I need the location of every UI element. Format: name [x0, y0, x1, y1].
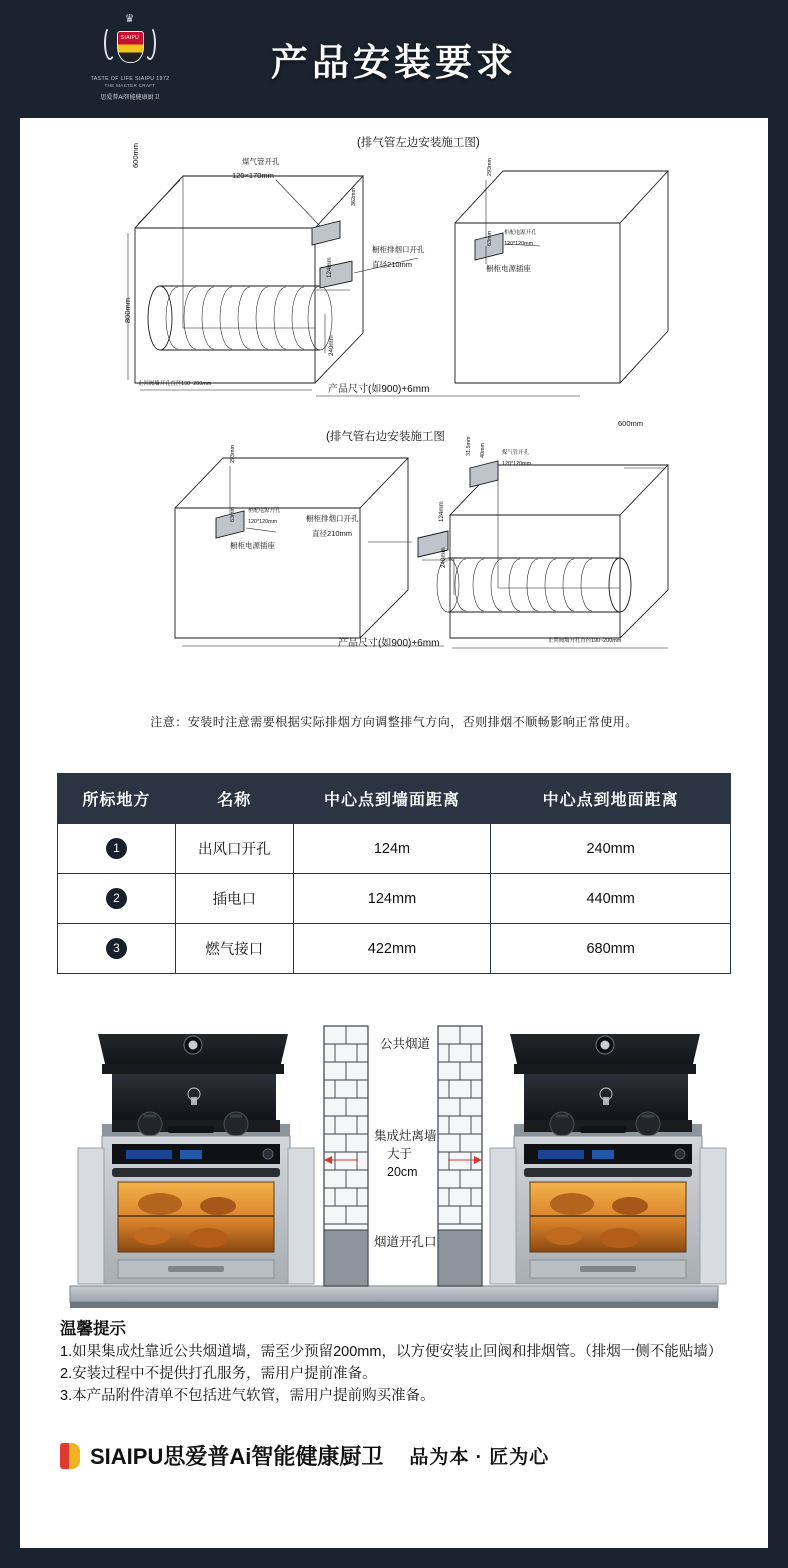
brand-mark-icon: [60, 1443, 80, 1469]
cell-name: 插电口: [175, 874, 293, 924]
cell-floor: 240mm: [491, 824, 731, 874]
label-gas-hole-title-right: 煤气管开孔: [502, 450, 529, 456]
cell-no: [58, 824, 176, 874]
table-row: [58, 874, 731, 924]
table-header-row: [58, 774, 731, 824]
label-gas-hole-dim-31-right: 31.5mm: [466, 436, 472, 456]
label-vent-title-right: 橱柜排烟口开孔: [306, 514, 359, 523]
cell-floor: 680mm: [491, 924, 731, 974]
cell-name: 燃气接口: [175, 924, 293, 974]
logo-tagline-cn: 思爱普Ai智能健康厨卫: [100, 95, 160, 101]
col-position: 所标地方: [58, 774, 176, 824]
label-socket-title-left: 柜配电源开孔: [504, 230, 537, 236]
label-product-size-right: 产品尺寸(如900)+6mm: [338, 638, 440, 649]
badge-number: 2: [106, 888, 127, 909]
cell-name: 出风口开孔: [175, 824, 293, 874]
tips-item-2: 2.安装过程中不提供打孔服务，需用户提前准备。: [60, 1365, 377, 1382]
label-vent-240-left: 240mm: [328, 335, 335, 356]
label-product-size-left: 产品尺寸(如900)+6mm: [328, 384, 430, 395]
label-socket-size-right: 120*120mm: [248, 519, 278, 525]
cell-no: [58, 924, 176, 974]
table-row: [58, 824, 731, 874]
label-vent-size-left: 直径210mm: [372, 260, 413, 269]
logo-tagline-en: TASTE OF LIFE SIAIPU 1972: [90, 76, 170, 82]
label-vent-124-right: 124mm: [438, 501, 445, 522]
diagram-right-exhaust: [20, 410, 768, 668]
diagram-right-caption: (排气管右边安装施工图: [323, 428, 448, 444]
crown-icon: ♛: [124, 13, 136, 25]
appliance-right: [490, 1034, 726, 1284]
label-check-valve-right: 止回阀墙开孔直径190~200mm: [548, 638, 622, 644]
label-public-flue: 公共烟道: [380, 1037, 431, 1051]
label-socket-title-right: 柜配电源开孔: [248, 508, 281, 514]
label-gas-hole-title-left: 煤气管开孔: [242, 157, 280, 166]
label-gas-hole-size-right: 120*120mm: [502, 461, 532, 467]
page-header: [0, 0, 788, 118]
diagram-left-exhaust: [20, 118, 768, 410]
content-sheet: [20, 118, 768, 1548]
kitchen-illustration: [40, 998, 748, 1316]
logo-tagline-sub: THE MASTER CRAFT: [104, 83, 156, 88]
label-socket-293-right: 293mm: [230, 445, 236, 463]
wreath-right-icon: [144, 26, 156, 60]
label-distance-line2: 大于: [387, 1147, 413, 1161]
label-flue-opening: 烟道开孔口: [374, 1235, 437, 1249]
label-socket-name-left: 橱柜电源插座: [486, 264, 531, 273]
label-socket-63-right: 63mm: [230, 507, 236, 522]
page-title: 产品安装要求: [271, 42, 517, 83]
label-vent-size-right: 直径210mm: [312, 529, 353, 538]
spec-table: [57, 773, 731, 974]
footer-slogan: 品为本 · 匠为心: [409, 1447, 550, 1468]
cell-wall: 422mm: [293, 924, 491, 974]
label-height-800-left: 800mm: [123, 297, 132, 323]
label-gas-hole-dim-40-right: 40mm: [480, 443, 486, 458]
table-row: [58, 924, 731, 974]
label-socket-293-left: 293mm: [487, 158, 493, 176]
label-socket-63-left: 63mm: [487, 231, 493, 246]
chimney-left: [324, 1026, 368, 1286]
diagram-right-svg: [20, 410, 768, 668]
footer-brand: [60, 1440, 549, 1471]
col-name: 名称: [175, 774, 293, 824]
tips-block: [60, 1315, 732, 1407]
label-vent-124-left: 124mm: [326, 257, 333, 278]
tips-item-3: 3.本产品附件清单不包括进气软管，需用户提前购买准备。: [60, 1387, 435, 1404]
label-vent-240-right: 240mm: [440, 547, 447, 568]
tips-item-1: 1.如果集成灶靠近公共烟道墙，需至少预留200mm，以方便安装止回阀和排烟管。（排烟一侧不能贴墙）: [60, 1344, 723, 1360]
cell-no: [58, 874, 176, 924]
diagram-left-caption: (排气管左边安装施工图): [354, 134, 483, 150]
cell-floor: 440mm: [491, 874, 731, 924]
col-wall: 中心点到墙面距离: [293, 774, 491, 824]
label-gas-hole-size-left: 120×170mm: [232, 171, 274, 180]
appliance-left: [78, 1034, 314, 1284]
footer-brand-name: SIAIPU思爱普Ai智能健康厨卫: [90, 1444, 384, 1469]
col-floor: 中心点到地面距离: [491, 774, 731, 824]
wreath-left-icon: [104, 26, 116, 60]
cell-wall: 124m: [293, 824, 491, 874]
label-gas-hole-dim-left: 362mm: [351, 188, 357, 206]
label-distance-line3: 20cm: [387, 1165, 418, 1179]
tips-title: 温馨提示: [60, 1320, 126, 1338]
label-socket-name-right: 橱柜电源插座: [230, 541, 275, 550]
cell-wall: 124mm: [293, 874, 491, 924]
brand-logo: [82, 14, 178, 106]
label-vent-title-left: 橱柜排烟口开孔: [372, 245, 425, 254]
crest-icon: [101, 14, 159, 72]
shield-icon: [117, 31, 144, 63]
badge-number: 1: [106, 838, 127, 859]
shield-label: SIAIPU: [120, 35, 140, 41]
label-distance-line1: 集成灶离墙: [374, 1129, 437, 1143]
install-note: 注意：安装时注意需要根据实际排烟方向调整排气方向，否则排烟不顺畅影响正常使用。: [150, 715, 638, 729]
label-check-valve-left: 止回阀墙开孔直径190~200mm: [138, 381, 212, 387]
spec-table-wrap: [57, 773, 731, 974]
chimney-right: [438, 1026, 482, 1286]
label-width-600-right: 600mm: [618, 419, 644, 428]
label-socket-size-left: 120*120mm: [504, 241, 534, 247]
label-width-600-left: 600mm: [131, 142, 140, 168]
badge-number: 3: [106, 938, 127, 959]
